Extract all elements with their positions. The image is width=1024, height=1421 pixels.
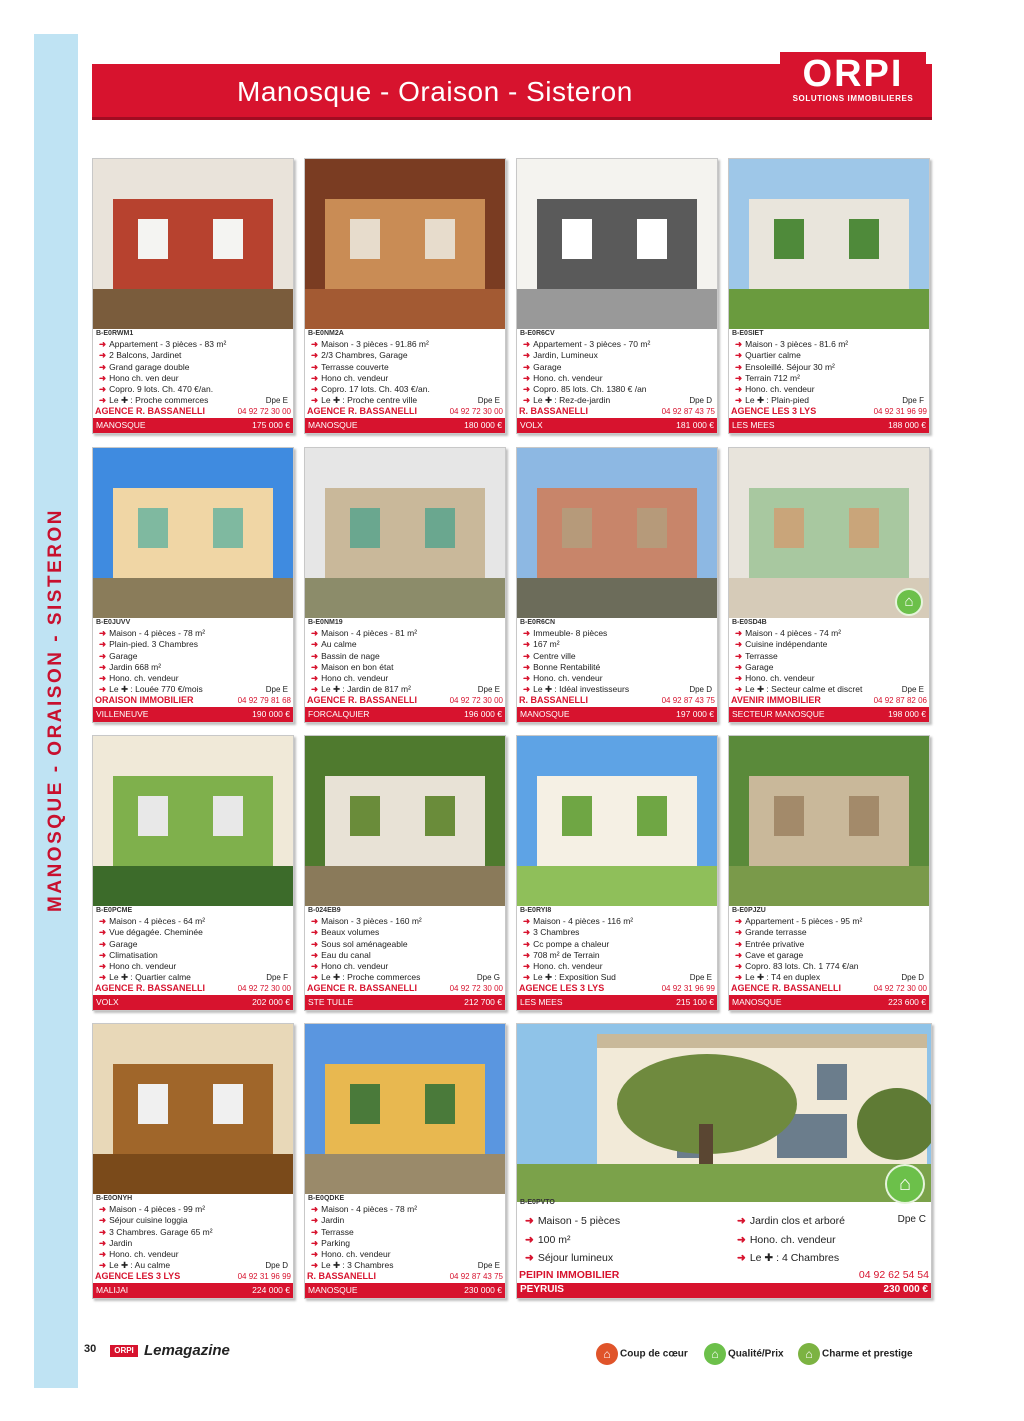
listing-city: STE TULLE [308, 997, 354, 1007]
agency-name[interactable]: AGENCE LES 3 LYS [95, 1271, 181, 1281]
listing-ref: B-E0RWM1 [96, 330, 134, 337]
listing-photo [93, 1024, 293, 1194]
featured-listing[interactable] [516, 1023, 932, 1299]
feature-item: ➜ Hono. ch. vendeur [737, 1233, 836, 1246]
feature-item: ➜ 167 m² [523, 639, 560, 650]
price-bar [93, 995, 293, 1010]
feature-item: ➜ 3 Chambres [523, 927, 580, 938]
feature-item: ➜ Quartier calme [735, 350, 801, 361]
feature-item: ➜ Hono. ch. vendeur [99, 1249, 179, 1260]
listing-ref: B-E0NM19 [308, 619, 343, 626]
legend-qualite-prix: ⌂ Qualité/Prix [704, 1343, 784, 1365]
feature-item: ➜ Maison - 4 pièces - 78 m² [99, 628, 206, 638]
listing-photo [517, 736, 717, 906]
feature-item: ➜ 2/3 Chambres, Garage [311, 350, 408, 361]
dpe-rating: Dpe D [265, 1261, 288, 1270]
feature-item: ➜ Garage [99, 938, 138, 949]
listing-ref: B-E0NM2A [308, 330, 344, 337]
feature-item: ➜ Hono ch. vendeur [311, 673, 389, 684]
feature-item: ➜ Maison - 4 pièces - 116 m² [523, 916, 634, 926]
feature-list [99, 628, 291, 696]
agency-phone[interactable]: 04 92 72 30 00 [449, 407, 503, 416]
agency-phone[interactable]: 04 92 72 30 00 [449, 696, 503, 705]
feature-item: ➜ Cuisine indépendante [735, 639, 828, 650]
listing-ref: B-E0R6CV [520, 330, 555, 337]
agency-phone[interactable]: 04 92 31 96 99 [661, 984, 715, 993]
agency-name[interactable]: AGENCE R. BASSANELLI [307, 695, 418, 705]
agency-row [95, 695, 291, 707]
agency-name[interactable]: AGENCE LES 3 LYS [519, 983, 605, 993]
feature-item: ➜ Le ✚ : Louée 770 €/mois [99, 684, 203, 695]
feature-item: ➜ Jardin clos et arboré [737, 1215, 845, 1227]
agency-row [731, 695, 927, 707]
agency-phone[interactable]: 04 92 72 30 00 [237, 984, 291, 993]
listing-photo [729, 159, 929, 329]
listing-photo [93, 448, 293, 618]
dpe-rating: Dpe E [477, 1261, 500, 1270]
price-bar [305, 418, 505, 433]
listing-price: 202 000 € [252, 997, 290, 1007]
feature-item: ➜ 708 m² de Terrain [523, 949, 600, 960]
listing-price: 230 000 € [883, 1284, 928, 1295]
feature-item: ➜ Maison - 4 pièces - 64 m² [99, 916, 206, 926]
listing-price: 224 000 € [252, 1285, 290, 1295]
dpe-rating: Dpe D [689, 685, 712, 694]
listing-city: LES MEES [732, 420, 775, 430]
feature-item: ➜ Le ✚ : 4 Chambres [737, 1252, 840, 1264]
feature-item: ➜ Le ✚ : Proche commerces [311, 972, 421, 983]
logo-main: ORPI [802, 53, 904, 95]
feature-item: ➜ Garage [735, 661, 774, 672]
feature-item: ➜ Appartement - 3 pièces - 70 m² [523, 339, 651, 349]
listing-city: MANOSQUE [308, 420, 358, 430]
feature-item: ➜ Hono. ch. vendeur [523, 961, 603, 972]
feature-item: ➜ Vue dégagée. Cheminée [99, 927, 203, 938]
price-bar [93, 418, 293, 433]
agency-name[interactable]: PEIPIN IMMOBILIER [519, 1269, 620, 1281]
feature-item: ➜ Sous sol aménageable [311, 938, 408, 949]
listing-card[interactable] [728, 158, 930, 434]
listing-price: 215 100 € [676, 997, 714, 1007]
agency-name[interactable]: AGENCE R. BASSANELLI [95, 406, 206, 416]
feature-item: ➜ Garage [523, 361, 562, 372]
feature-item: ➜ Copro. 9 lots. Ch. 470 €/an. [99, 384, 214, 395]
agency-row [731, 406, 927, 418]
feature-item: ➜ Maison - 4 pièces - 99 m² [99, 1204, 206, 1214]
listing-price: 196 000 € [464, 709, 502, 719]
agency-phone[interactable]: 04 92 72 30 00 [237, 407, 291, 416]
house-euro-icon: ⌂ [704, 1343, 726, 1365]
feature-item: ➜ Terrasse [735, 650, 778, 661]
listing-city: PEYRUIS [520, 1284, 564, 1295]
feature-item: ➜ Le ✚ : Plain-pied [735, 395, 809, 406]
feature-item: ➜ Terrasse couverte [311, 361, 389, 372]
feature-item: ➜ Bassin de nage [311, 650, 380, 661]
listing-card[interactable] [304, 158, 506, 434]
feature-item: ➜ Beaux volumes [311, 927, 380, 938]
listing-card[interactable] [92, 1023, 294, 1299]
feature-item: ➜ Maison - 4 pièces - 74 m² [735, 628, 842, 638]
feature-item: ➜ Immeuble- 8 pièces [523, 628, 608, 638]
listing-card[interactable] [304, 1023, 506, 1299]
agency-phone[interactable]: 04 92 31 96 99 [237, 1272, 291, 1281]
feature-item: ➜ Maison - 5 pièces [525, 1215, 621, 1227]
feature-list [99, 1204, 291, 1272]
listing-ref: B-E0ONYH [96, 1195, 133, 1202]
listing-city: MALIJAI [96, 1285, 129, 1295]
feature-item: ➜ Le ✚ : Proche commerces [99, 395, 209, 406]
price-bar [517, 995, 717, 1010]
qualite-prix-icon: ⌂ [895, 588, 923, 616]
listing-city: MANOSQUE [308, 1285, 358, 1295]
agency-name[interactable]: AVENIR IMMOBILIER [731, 695, 821, 705]
feature-column-2 [737, 1212, 845, 1268]
price-bar [729, 418, 929, 433]
dpe-rating: Dpe C [897, 1214, 926, 1225]
dpe-rating: Dpe E [689, 973, 712, 982]
feature-item: ➜ Hono ch. ven deur [99, 372, 179, 383]
feature-item: ➜ Le ✚ : T4 en duplex [735, 972, 821, 983]
listing-ref: B-E0PJZU [732, 907, 766, 914]
feature-item: ➜ 3 Chambres. Garage 65 m² [99, 1226, 213, 1237]
feature-item: ➜ Hono. ch. vendeur [311, 1249, 391, 1260]
feature-item: ➜ Hono. ch. vendeur [735, 384, 815, 395]
feature-item: ➜ Le ✚ : Quartier calme [99, 972, 191, 983]
feature-list [523, 628, 715, 696]
agency-row [95, 1271, 291, 1283]
feature-list [523, 916, 715, 984]
listing-ref: B-024EB9 [308, 907, 341, 914]
feature-item: ➜ Bonne Rentabilité [523, 661, 601, 672]
price-bar [517, 707, 717, 722]
legend-coup-de-coeur: ⌂ Coup de cœur [596, 1343, 688, 1365]
feature-item: ➜ Hono. ch. vendeur [523, 673, 603, 684]
listing-ref: B-E0QDKE [308, 1195, 345, 1202]
feature-item: ➜ Hono. ch. vendeur [523, 372, 603, 383]
feature-item: ➜ Hono ch. vendeur [311, 961, 389, 972]
agency-row [519, 1269, 929, 1281]
listing-price: 212 700 € [464, 997, 502, 1007]
agency-name[interactable]: AGENCE R. BASSANELLI [95, 983, 206, 993]
feature-item: ➜ 2 Balcons, Jardinet [99, 350, 182, 361]
agency-row [519, 983, 715, 995]
feature-item: ➜ Copro. 83 lots. Ch. 1 774 €/an [735, 961, 859, 972]
listing-photo [93, 736, 293, 906]
house-heart-icon: ⌂ [596, 1343, 618, 1365]
house-star-icon: ⌂ [798, 1343, 820, 1365]
price-bar [305, 1283, 505, 1298]
agency-row [307, 406, 503, 418]
price-bar [517, 418, 717, 433]
agency-phone[interactable]: 04 92 87 43 75 [449, 1272, 503, 1281]
listing-city: FORCALQUIER [308, 709, 370, 719]
listing-photo [305, 448, 505, 618]
feature-item: ➜ Maison - 3 pièces - 160 m² [311, 916, 422, 926]
feature-item: ➜ Jardin [311, 1215, 345, 1226]
feature-item: ➜ Maison en bon état [311, 661, 394, 672]
feature-list [523, 339, 715, 407]
logo-sub: SOLUTIONS IMMOBILIERES [792, 94, 914, 103]
agency-phone[interactable]: 04 92 72 30 00 [449, 984, 503, 993]
agency-phone[interactable]: 04 92 87 43 75 [661, 696, 715, 705]
listing-photo [517, 1024, 931, 1202]
listing-card[interactable] [728, 447, 930, 723]
dpe-rating: Dpe E [477, 396, 500, 405]
agency-name[interactable]: AGENCE LES 3 LYS [731, 406, 817, 416]
agency-row [519, 406, 715, 418]
side-title: MANOSQUE - ORAISON - SISTERON [45, 508, 66, 912]
listing-price: 223 600 € [888, 997, 926, 1007]
feature-column-1 [525, 1212, 620, 1268]
dpe-rating: Dpe D [689, 396, 712, 405]
feature-item: ➜ Appartement - 3 pièces - 83 m² [99, 339, 227, 349]
listing-ref: B-E0JUVV [96, 619, 131, 626]
feature-item: ➜ Le ✚ : Secteur calme et discret [735, 684, 863, 695]
feature-item: ➜ Le ✚ : Rez-de-jardin [523, 395, 611, 406]
listing-card[interactable] [92, 447, 294, 723]
feature-item: ➜ Grande terrasse [735, 927, 807, 938]
listing-photo [93, 159, 293, 329]
feature-list [99, 916, 291, 984]
feature-item: ➜ Maison - 4 pièces - 78 m² [311, 1204, 418, 1214]
listing-price: 230 000 € [464, 1285, 502, 1295]
feature-item: ➜ Appartement - 5 pièces - 95 m² [735, 916, 863, 926]
listing-price: 198 000 € [888, 709, 926, 719]
agency-name[interactable]: AGENCE R. BASSANELLI [307, 983, 418, 993]
page-title: Manosque - Oraison - Sisteron [237, 76, 633, 107]
agency-row [95, 983, 291, 995]
listing-city: VILLENEUVE [96, 709, 149, 719]
price-bar [729, 995, 929, 1010]
price-bar [93, 1283, 293, 1298]
listing-price: 188 000 € [888, 420, 926, 430]
listing-city: VOLX [520, 420, 543, 430]
feature-item: ➜ Eau du canal [311, 949, 371, 960]
dpe-rating: Dpe F [266, 973, 288, 982]
listing-ref: B-E0PVTO [520, 1199, 555, 1206]
charme-prestige-icon: ⌂ [885, 1164, 925, 1204]
feature-list [735, 628, 927, 696]
dpe-rating: Dpe F [902, 396, 924, 405]
feature-item: ➜ Le ✚ : Exposition Sud [523, 972, 616, 983]
feature-item: ➜ Cc pompe a chaleur [523, 938, 610, 949]
footer-orpi-logo: ORPI [110, 1345, 138, 1357]
dpe-rating: Dpe E [265, 396, 288, 405]
listing-ref: B-E0SD4B [732, 619, 767, 626]
agency-name[interactable]: R. BASSANELLI [307, 1271, 377, 1281]
agency-row [731, 983, 927, 995]
feature-item: ➜ Maison - 4 pièces - 81 m² [311, 628, 418, 638]
feature-item: ➜ Entrée privative [735, 938, 805, 949]
feature-item: ➜ Hono ch. vendeur [311, 372, 389, 383]
feature-list [311, 1204, 503, 1272]
listing-ref: B-E0SIET [732, 330, 764, 337]
price-bar [93, 707, 293, 722]
feature-item: ➜ Garage [99, 650, 138, 661]
agency-phone[interactable]: 04 92 31 96 99 [873, 407, 927, 416]
listing-card[interactable] [516, 735, 718, 1011]
legend-charme-prestige: ⌂ Charme et prestige [798, 1343, 913, 1365]
agency-row [307, 983, 503, 995]
listing-photo [517, 448, 717, 618]
listing-price: 197 000 € [676, 709, 714, 719]
dpe-rating: Dpe G [476, 973, 500, 982]
listing-photo [305, 736, 505, 906]
listing-card[interactable] [516, 447, 718, 723]
feature-item: ➜ Terrain 712 m² [735, 372, 800, 383]
agency-row [307, 1271, 503, 1283]
listing-card[interactable] [728, 735, 930, 1011]
listing-city: SECTEUR MANOSQUE [732, 709, 825, 719]
feature-list [311, 628, 503, 696]
listing-card[interactable] [304, 447, 506, 723]
listing-ref: B-E0PCME [96, 907, 133, 914]
listing-photo [305, 159, 505, 329]
agency-row [95, 406, 291, 418]
feature-item: ➜ Centre ville [523, 650, 576, 661]
agency-name[interactable]: AGENCE R. BASSANELLI [731, 983, 842, 993]
feature-item: ➜ Séjour cuisine loggia [99, 1215, 188, 1226]
feature-list [735, 339, 927, 407]
feature-item: ➜ Parking [311, 1237, 350, 1248]
agency-name[interactable]: R. BASSANELLI [519, 406, 589, 416]
feature-item: ➜ Le ✚ : Idéal investisseurs [523, 684, 630, 695]
listing-ref: B-E0R6CN [520, 619, 556, 626]
listing-photo [305, 1024, 505, 1194]
agency-name[interactable]: R. BASSANELLI [519, 695, 589, 705]
listing-city: VOLX [96, 997, 119, 1007]
dpe-rating: Dpe D [901, 973, 924, 982]
feature-item: ➜ Copro. 85 lots. Ch. 1380 € /an [523, 384, 647, 395]
page-header [92, 53, 932, 120]
orpi-logo [780, 52, 926, 114]
magazine-name: Lemagazine [144, 1342, 230, 1359]
agency-name[interactable]: ORAISON IMMOBILIER [95, 695, 194, 705]
feature-item: ➜ Le ✚ : Jardin de 817 m² [311, 684, 411, 695]
feature-list [311, 339, 503, 407]
agency-phone[interactable]: 04 92 79 81 68 [237, 696, 291, 705]
feature-item: ➜ Séjour lumineux [525, 1252, 614, 1264]
listing-photo [729, 736, 929, 906]
feature-item: ➜ Copro. 17 lots. Ch. 403 €/an. [311, 384, 430, 395]
price-bar [305, 707, 505, 722]
page-number: 30 [84, 1343, 97, 1355]
feature-item: ➜ Jardin [99, 1237, 133, 1248]
agency-row [519, 695, 715, 707]
feature-item: ➜ Au calme [311, 639, 357, 650]
agency-phone[interactable]: 04 92 62 54 54 [858, 1269, 929, 1281]
dpe-rating: Dpe E [265, 685, 288, 694]
listing-photo [517, 159, 717, 329]
listing-price: 190 000 € [252, 709, 290, 719]
feature-item: ➜ Le ✚ : Proche centre ville [311, 395, 418, 406]
feature-item: ➜ Maison - 3 pièces - 81.6 m² [735, 339, 849, 349]
agency-phone[interactable]: 04 92 87 82 06 [873, 696, 927, 705]
feature-item: ➜ Jardin, Lumineux [523, 350, 598, 361]
feature-item: ➜ Maison - 3 pièces - 91.86 m² [311, 339, 429, 349]
price-bar [305, 995, 505, 1010]
agency-name[interactable]: AGENCE R. BASSANELLI [307, 406, 418, 416]
feature-list [735, 916, 927, 984]
listing-card[interactable] [92, 735, 294, 1011]
feature-item: ➜ Jardin 668 m² [99, 661, 162, 672]
listing-city: MANOSQUE [732, 997, 782, 1007]
feature-item: ➜ Hono ch. vendeur [99, 961, 177, 972]
listing-city: MANOSQUE [96, 420, 146, 430]
feature-item: ➜ Cave et garage [735, 949, 804, 960]
feature-item: ➜ Hono. ch. vendeur [735, 673, 815, 684]
listing-ref: B-E0RYI8 [520, 907, 552, 914]
feature-item: ➜ Terrasse [311, 1226, 354, 1237]
feature-item: ➜ Le ✚ : 3 Chambres [311, 1260, 394, 1271]
listing-city: MANOSQUE [520, 709, 570, 719]
feature-item: ➜ Le ✚ : Au calme [99, 1260, 171, 1271]
price-bar [517, 1283, 931, 1298]
dpe-rating: Dpe E [901, 685, 924, 694]
listing-price: 180 000 € [464, 420, 502, 430]
price-bar [729, 707, 929, 722]
feature-item: ➜ Grand garage double [99, 361, 190, 372]
listing-card[interactable] [516, 158, 718, 434]
feature-item: ➜ Hono. ch. vendeur [99, 673, 179, 684]
agency-phone[interactable]: 04 92 72 30 00 [873, 984, 927, 993]
feature-item: ➜ Climatisation [99, 949, 158, 960]
listing-card[interactable] [92, 158, 294, 434]
listing-card[interactable] [304, 735, 506, 1011]
listing-price: 175 000 € [252, 420, 290, 430]
agency-row [307, 695, 503, 707]
feature-item: ➜ Ensoleillé. Séjour 30 m² [735, 361, 835, 372]
feature-item: ➜ 100 m² [525, 1233, 571, 1246]
feature-list [311, 916, 503, 984]
feature-list [99, 339, 291, 407]
listing-city: LES MEES [520, 997, 563, 1007]
listing-price: 181 000 € [676, 420, 714, 430]
agency-phone[interactable]: 04 92 87 43 75 [661, 407, 715, 416]
dpe-rating: Dpe E [477, 685, 500, 694]
feature-item: ➜ Plain-pied. 3 Chambres [99, 639, 198, 650]
